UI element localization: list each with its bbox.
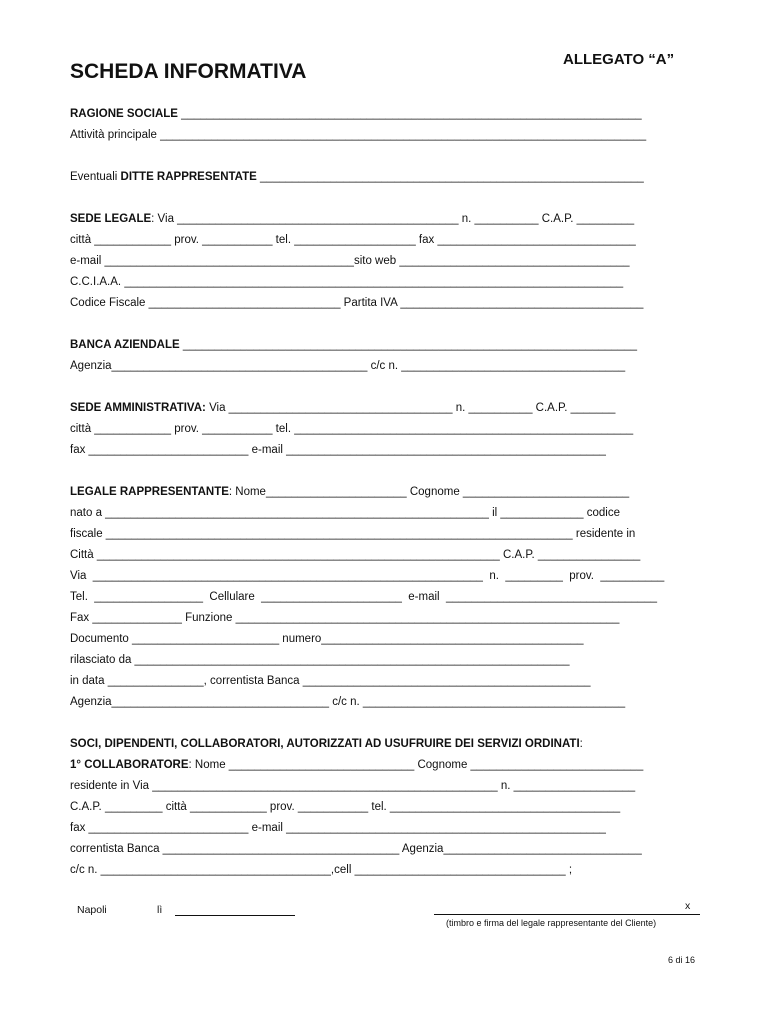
form-line-ditte[interactable] bbox=[70, 170, 644, 184]
city-label: Napoli bbox=[77, 904, 107, 916]
form-line-sede-amministrativa[interactable] bbox=[70, 401, 615, 415]
field-label-bold: DITTE RAPPRESENTATE bbox=[120, 171, 257, 183]
form-line-amm-citta[interactable] bbox=[70, 422, 633, 436]
form-line-col-cap[interactable] bbox=[70, 800, 620, 814]
field-label-bold: RAGIONE SOCIALE bbox=[70, 108, 178, 120]
form-line-sede-legale[interactable] bbox=[70, 212, 634, 226]
field-text: : Nome______________________ Cognome __________________________ bbox=[228, 486, 630, 498]
field-text: C.A.P. _________ città ____________ prov. ___________ tel. ____________________________________ bbox=[70, 801, 621, 813]
form-line-ragione-sociale[interactable] bbox=[70, 107, 642, 121]
field-label-bold: SEDE AMMINISTRATIVA: bbox=[70, 402, 206, 414]
field-text: Tel. _________________ Cellulare ______________________ e-mail _________________________________ bbox=[70, 591, 658, 603]
form-line-fiscale[interactable] bbox=[70, 527, 635, 541]
page-title: SCHEDA INFORMATIVA bbox=[70, 60, 307, 83]
field-text: correntista Banca _____________________________________ Agenzia_______________________________ bbox=[70, 843, 642, 855]
field-text: Via _____________________________________________________________ n. _________ prov. __________ bbox=[70, 570, 665, 582]
form-line-in-data[interactable] bbox=[70, 674, 591, 688]
signature-line[interactable] bbox=[434, 914, 700, 915]
form-line-agenzia[interactable] bbox=[70, 359, 625, 373]
field-text: nato a ____________________________________________________________ il _____________ codice bbox=[70, 507, 620, 519]
page-number: 6 di 16 bbox=[668, 955, 696, 965]
field-text: città ____________ prov. ___________ tel. ___________________ fax _______________________________ bbox=[70, 234, 636, 246]
form-line-attivita[interactable] bbox=[70, 128, 646, 142]
form-line-lr-fax[interactable] bbox=[70, 611, 619, 625]
field-label-bold: SEDE LEGALE bbox=[70, 213, 152, 225]
field-text: fiscale _________________________________________________________________________ residente in bbox=[70, 528, 636, 540]
form-line-lr-via[interactable] bbox=[70, 569, 664, 583]
form-line-col-fax[interactable] bbox=[70, 821, 606, 835]
form-line-lr-tel[interactable] bbox=[70, 590, 657, 604]
date-signature-line[interactable] bbox=[175, 915, 295, 916]
form-line-cciaa[interactable] bbox=[70, 275, 623, 289]
section-heading-soci bbox=[70, 737, 583, 751]
signature-caption: (timbro e firma del legale rappresentante del Cliente) bbox=[446, 918, 657, 928]
field-label-bold: 1° COLLABORATORE bbox=[70, 759, 189, 771]
attachment-label: ALLEGATO “A” bbox=[563, 51, 675, 68]
form-line-amm-fax[interactable] bbox=[70, 443, 606, 457]
li-label: lì bbox=[157, 904, 163, 916]
field-text: Eventuali bbox=[70, 171, 121, 183]
form-line-rilasciato[interactable] bbox=[70, 653, 569, 667]
field-text: Agenzia________________________________________ c/c n. ___________________________________ bbox=[70, 360, 626, 372]
field-label-bold: BANCA AZIENDALE bbox=[70, 339, 180, 351]
form-line-col-via[interactable] bbox=[70, 779, 635, 793]
form-line-col-cc[interactable] bbox=[70, 863, 572, 877]
form-line-citta[interactable] bbox=[70, 233, 636, 247]
form-line-nato[interactable] bbox=[70, 506, 620, 520]
field-label-bold: LEGALE RAPPRESENTANTE bbox=[70, 486, 229, 498]
field-text: c/c n. ____________________________________,cell _________________________________ ; bbox=[70, 864, 573, 876]
field-text: : bbox=[579, 738, 583, 750]
field-text: rilasciato da ____________________________________________________________________ bbox=[70, 654, 570, 666]
field-blank: ________________________________________________________________________ bbox=[177, 108, 642, 120]
field-text: fax _________________________ e-mail __________________________________________________ bbox=[70, 822, 606, 834]
form-line-banca[interactable] bbox=[70, 338, 637, 352]
field-text: : Via ____________________________________________ n. __________ C.A.P. _________ bbox=[151, 213, 635, 225]
field-text: Fax ______________ Funzione ____________________________________________________________ bbox=[70, 612, 620, 624]
field-text: in data _______________, correntista Banca _____________________________________________ bbox=[70, 675, 591, 687]
form-line-lr-agenzia[interactable] bbox=[70, 695, 625, 709]
field-text: : Nome _____________________________ Cognome ___________________________ bbox=[188, 759, 644, 771]
form-line-documento[interactable] bbox=[70, 632, 584, 646]
field-text: Codice Fiscale ______________________________ Partita IVA ______________________________________ bbox=[70, 297, 644, 309]
field-text: Agenzia__________________________________ c/c n. _________________________________________ bbox=[70, 696, 626, 708]
field-label-bold: SOCI, DIPENDENTI, COLLABORATORI, AUTORIZZATI AD USUFRUIRE DEI SERVIZI ORDINATI bbox=[70, 738, 580, 750]
field-text: Attività principale ____________________________________________________________________________ bbox=[70, 129, 647, 141]
field-text: Documento _______________________ numero_________________________________________ bbox=[70, 633, 584, 645]
field-text: residente in Via ______________________________________________________ n. ___________________ bbox=[70, 780, 636, 792]
field-blank: ____________________________________________________________ bbox=[256, 171, 644, 183]
field-text: e-mail _______________________________________sito web ____________________________________ bbox=[70, 255, 630, 267]
form-line-email-web[interactable] bbox=[70, 254, 630, 268]
field-text: fax _________________________ e-mail __________________________________________________ bbox=[70, 444, 606, 456]
field-blank: _______________________________________________________________________ bbox=[179, 339, 637, 351]
field-text: città ____________ prov. ___________ tel. _____________________________________________________ bbox=[70, 423, 634, 435]
form-line-collaboratore[interactable] bbox=[70, 758, 643, 772]
field-text: Via ___________________________________ n. __________ C.A.P. _______ bbox=[205, 402, 616, 414]
form-line-codice-fiscale[interactable] bbox=[70, 296, 643, 310]
field-text: Città _______________________________________________________________ C.A.P. ________________ bbox=[70, 549, 641, 561]
form-line-lr-citta[interactable] bbox=[70, 548, 640, 562]
field-text: C.C.I.A.A. ______________________________________________________________________________ bbox=[70, 276, 624, 288]
signature-x-mark: x bbox=[685, 900, 691, 912]
form-line-col-banca[interactable] bbox=[70, 842, 642, 856]
form-line-legale-rappresentante[interactable] bbox=[70, 485, 629, 499]
